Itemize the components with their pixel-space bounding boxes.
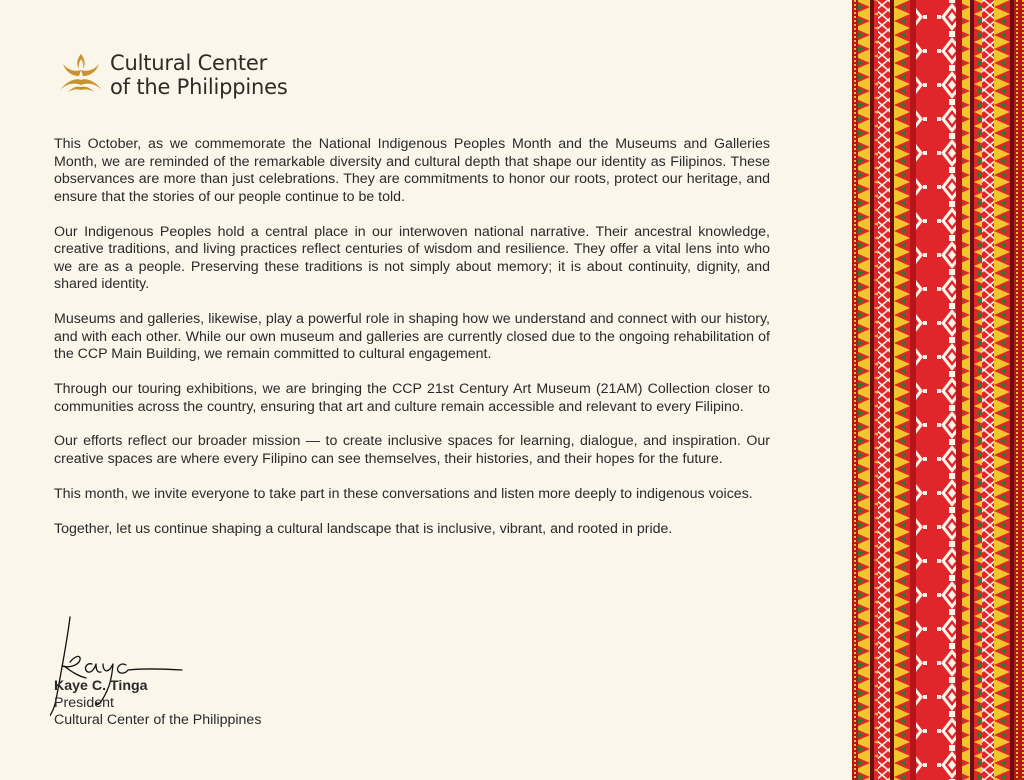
paragraph: Together, let us continue shaping a cultural landscape that is inclusive, vibrant, and rooted in pride. (54, 520, 673, 537)
letter-body (54, 136, 770, 555)
paragraph: Museums and galleries, likewise, play a powerful role in shaping how we understand and connect with our history, and with each other. While our own museum and galleries are currently closed due to the ongoing rehabilitation of the CCP Main Building, we remain committed to cultural engagement. (54, 311, 770, 363)
ccp-logo (56, 50, 288, 100)
paragraph: Our Indigenous Peoples hold a central place in our interwoven national narrative. Their ancestral knowledge, creative traditions, and living practices reflect centuries of wisdom and resilience. They offer a vital lens into who we are as a people. Preserving these traditions is not simply about memory; it is about continuity, dignity, and shared identity. (54, 223, 770, 293)
signatory-organization: Cultural Center of the Philippines (54, 712, 262, 728)
paragraph: Our efforts reflect our broader mission — to create inclusive spaces for learning, dialogue, and inspiration. Our creative spaces are where every Filipino can see themselves, their histories, and their hopes for the future. (54, 433, 770, 468)
paragraph: This October, as we commemorate the National Indigenous Peoples Month and the Museums and Galleries Month, we are reminded of the remarkable diversity and cultural depth that shape our identity as Filipinos. These observances are more than just celebrations. They are commitments to honor our roots, protect our heritage, and ensure that the stories of our people continue to be told. (54, 136, 770, 205)
paragraph: This month, we invite everyone to take part in these conversations and listen more deeply to indigenous voices. (54, 485, 753, 502)
organization-name-line2: of the Philippines (110, 75, 288, 99)
signatory-title: President (54, 695, 114, 711)
signature-block (54, 612, 354, 732)
woven-textile-border (852, 0, 1024, 780)
ccp-logo-mark-icon (56, 50, 106, 100)
organization-name (110, 51, 288, 99)
paragraph: Through our touring exhibitions, we are bringing the CCP 21st Century Art Museum (21AM) Collection closer to communities across the country, ensuring that art and culture remain accessible and relevant to every Filipino. (54, 381, 770, 415)
signatory-name: Kaye C. Tinga (54, 678, 148, 694)
organization-name-line1: Cultural Center (110, 51, 268, 75)
